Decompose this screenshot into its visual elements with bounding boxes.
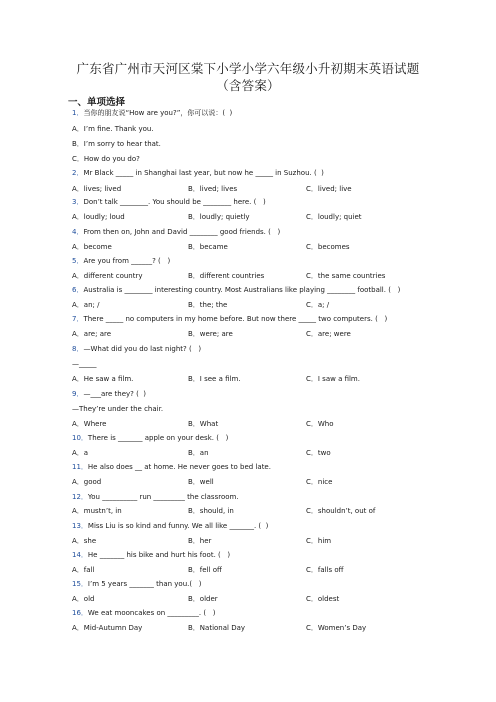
question-5 [72, 256, 170, 266]
question-number: 13． [72, 522, 88, 530]
document-subtitle: （含答案） [216, 78, 280, 93]
question-stem: He _______ his bike and hurt his foot. ( ) [87, 551, 231, 559]
answer-line: A．I’m fine. Thank you. [72, 125, 154, 133]
option-b: B．What [188, 420, 219, 428]
option-a: A．mustn’t, in [72, 507, 122, 515]
question-12 [72, 492, 239, 502]
question-stem: He also does __ at home. He never goes to bed late. [87, 463, 271, 471]
question-13 [72, 521, 268, 531]
option-b: B．were; are [188, 330, 233, 338]
question-stem: —___are they? ( ) [83, 390, 146, 398]
question-number: 5． [72, 257, 84, 265]
option-c: C．Who [306, 420, 334, 428]
question-number: 15． [72, 580, 88, 588]
option-b: B．older [188, 595, 218, 603]
question-stem: There is _______ apple on your desk. ( ) [87, 434, 229, 442]
question-15 [72, 579, 202, 589]
question-number: 9． [72, 390, 84, 398]
option-b: B．should, in [188, 507, 234, 515]
option-c: C．becomes [306, 243, 350, 251]
question-8 [72, 344, 201, 354]
document-title: 广东省广州市天河区棠下小学小学六年级小升初期末英语试题 [76, 61, 420, 76]
question-7 [72, 314, 387, 324]
option-c: C．oldest [306, 595, 340, 603]
question-stem: From then on, John and David ________ good friends. ( ) [83, 228, 281, 236]
question-10 [72, 433, 228, 443]
question-stem: Are you from ______? ( ) [83, 257, 171, 265]
option-c: C．two [306, 449, 331, 457]
option-a: A．a [72, 449, 89, 457]
option-a: A．an; / [72, 301, 100, 309]
option-b: B．different countries [188, 272, 265, 280]
question-number: 16． [72, 609, 88, 617]
option-c: C．I saw a film. [306, 375, 360, 383]
option-a: A．different country [72, 272, 143, 280]
option-a: A．are; are [72, 330, 112, 338]
option-a: A．Where [72, 420, 107, 428]
option-a: A．lives; lived [72, 185, 122, 193]
option-a: A．good [72, 478, 102, 486]
option-b: B．her [188, 537, 212, 545]
question-stem: Don’t talk ________. You should be ________ here. ( ) [83, 198, 266, 206]
question-number: 4． [72, 228, 84, 236]
question-stem: Mr Black _____ in Shanghai last year, but now he _____ in Suzhou. ( ) [83, 169, 324, 177]
option-b: B．an [188, 449, 209, 457]
question-number: 1． [72, 109, 84, 117]
option-b: B．lived; lives [188, 185, 238, 193]
option-c: C．him [306, 537, 332, 545]
question-3 [72, 197, 266, 207]
option-b: B．fell off [188, 566, 222, 574]
option-a: A．Mid-Autumn Day [72, 624, 143, 632]
option-c: C．a; / [306, 301, 330, 309]
question-stem: You __________ run _________ the classroom. [87, 493, 239, 501]
option-b: B．well [188, 478, 214, 486]
option-b: B．the; the [188, 301, 228, 309]
option-a: A．old [72, 595, 95, 603]
reply-line: —They’re under the chair. [72, 405, 164, 413]
question-number: 8． [72, 345, 84, 353]
question-stem: Miss Liu is so kind and funny. We all like _______. ( ) [87, 522, 269, 530]
question-11 [72, 462, 271, 472]
option-c: C．falls off [306, 566, 344, 574]
question-16 [72, 608, 216, 618]
option-a: A．fall [72, 566, 95, 574]
question-2 [72, 168, 324, 178]
reply-line: —_____ [72, 360, 97, 368]
option-c: C．shouldn’t, out of [306, 507, 376, 515]
question-number: 14． [72, 551, 88, 559]
option-c: C．nice [306, 478, 333, 486]
option-c: C．are; were [306, 330, 351, 338]
question-stem: We eat mooncakes on _________. ( ) [87, 609, 216, 617]
question-number: 7． [72, 315, 84, 323]
question-number: 11． [72, 463, 88, 471]
question-stem: Australia is ________ interesting country. Most Australians like playing ________ football. ( ) [83, 286, 401, 294]
question-number: 6． [72, 286, 84, 294]
option-a: A．become [72, 243, 112, 251]
option-c: C．loudly; quiet [306, 213, 362, 221]
answer-line: B．I’m sorry to hear that. [72, 140, 161, 148]
option-b: B．National Day [188, 624, 246, 632]
answer-line: C．How do you do? [72, 155, 140, 163]
option-a: A．He saw a film. [72, 375, 134, 383]
question-4 [72, 227, 280, 237]
question-stem: 当你的朋友说“How are you?”，你可以说：( ) [83, 109, 233, 117]
option-a: A．she [72, 537, 97, 545]
question-stem: —What did you do last night? ( ) [83, 345, 202, 353]
question-14 [72, 550, 230, 560]
question-number: 3． [72, 198, 84, 206]
question-1 [72, 108, 232, 118]
option-c: C．lived; live [306, 185, 352, 193]
question-number: 2． [72, 169, 84, 177]
option-b: B．I see a film. [188, 375, 241, 383]
question-9 [72, 389, 146, 399]
question-number: 12． [72, 493, 88, 501]
question-stem: I’m 5 years _______ than you.( ) [87, 580, 202, 588]
option-a: A．loudly; loud [72, 213, 125, 221]
option-c: C．Women’s Day [306, 624, 367, 632]
option-b: B．loudly; quietly [188, 213, 250, 221]
question-stem: There _____ no computers in my home before. But now there _____ two computers. ( ) [83, 315, 388, 323]
option-b: B．became [188, 243, 228, 251]
section-heading: 一、单项选择 [68, 97, 126, 108]
question-6 [72, 285, 400, 295]
question-number: 10． [72, 434, 88, 442]
option-c: C．the same countries [306, 272, 386, 280]
